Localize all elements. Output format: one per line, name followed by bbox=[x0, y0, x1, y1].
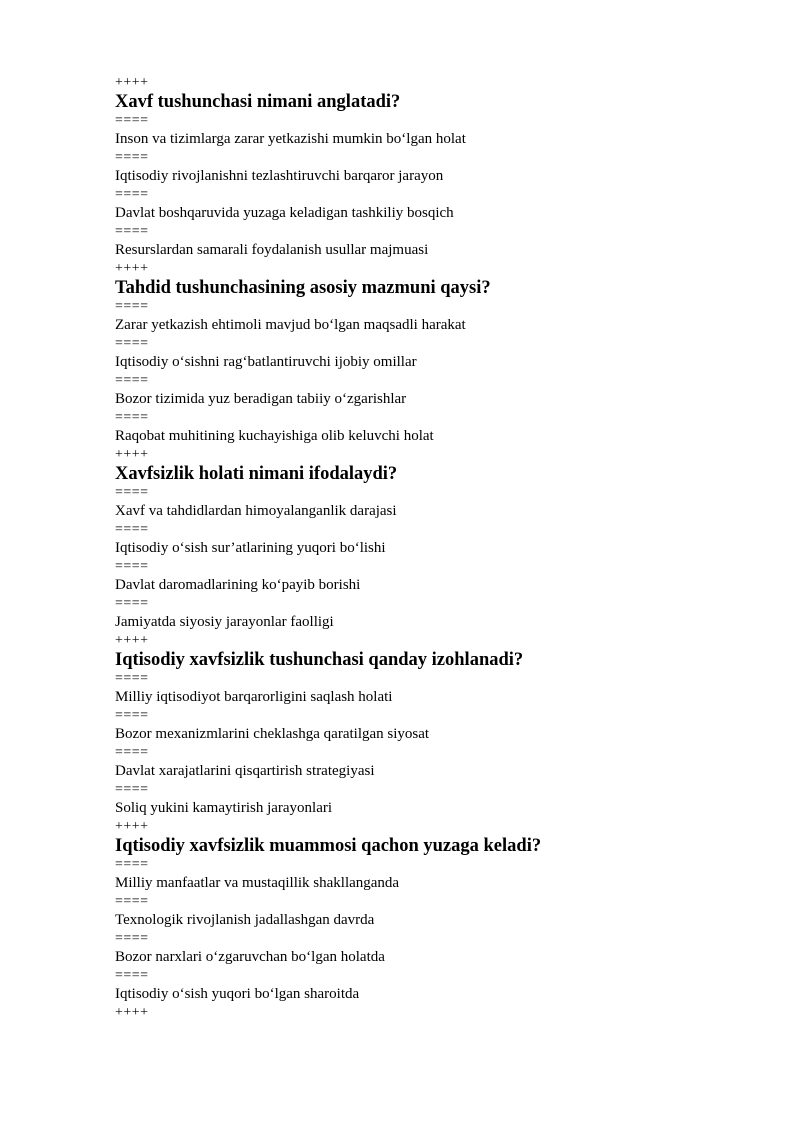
answer-separator: ==== bbox=[115, 485, 149, 500]
answer-separator: ==== bbox=[115, 745, 149, 760]
answer-option: Jamiyatda siyosiy jarayonlar faolligi bbox=[115, 614, 334, 630]
answer-separator: ==== bbox=[115, 113, 149, 128]
question-separator: ++++ bbox=[115, 447, 149, 462]
answer-option: Davlat boshqaruvida yuzaga keladigan tashkiliy bosqich bbox=[115, 205, 454, 221]
answer-separator: ==== bbox=[115, 857, 149, 872]
answer-option: Zarar yetkazish ehtimoli mavjud bo‘lgan maqsadli harakat bbox=[115, 317, 466, 333]
answer-option: Davlat daromadlarining ko‘payib borishi bbox=[115, 577, 361, 593]
answer-separator: ==== bbox=[115, 187, 149, 202]
answer-option: Bozor narxlari o‘zgaruvchan bo‘lgan holatda bbox=[115, 949, 385, 965]
answer-option: Davlat xarajatlarini qisqartirish strategiyasi bbox=[115, 763, 375, 779]
answer-separator: ==== bbox=[115, 150, 149, 165]
question-block bbox=[115, 634, 715, 820]
question-separator: ++++ bbox=[115, 75, 149, 90]
answer-option: Iqtisodiy o‘sish sur’atlarining yuqori bo‘lishi bbox=[115, 540, 386, 556]
answer-option: Raqobat muhitining kuchayishiga olib keluvchi holat bbox=[115, 428, 434, 444]
answer-separator: ==== bbox=[115, 708, 149, 723]
answer-option: Milliy manfaatlar va mustaqillik shakllanganda bbox=[115, 875, 400, 891]
question-separator: ++++ bbox=[115, 633, 149, 648]
question-separator: ++++ bbox=[115, 819, 149, 834]
answer-separator: ==== bbox=[115, 782, 149, 797]
answer-separator: ==== bbox=[115, 336, 149, 351]
answer-separator: ==== bbox=[115, 596, 149, 611]
answer-separator: ==== bbox=[115, 894, 149, 909]
question-block bbox=[115, 262, 715, 448]
answer-option: Iqtisodiy rivojlanishni tezlashtiruvchi barqaror jarayon bbox=[115, 168, 444, 184]
answer-separator: ==== bbox=[115, 968, 149, 983]
answer-option: Texnologik rivojlanish jadallashgan davrda bbox=[115, 912, 375, 928]
question-text: Xavfsizlik holati nimani ifodalaydi? bbox=[115, 464, 398, 484]
answer-option: Soliq yukini kamaytirish jarayonlari bbox=[115, 800, 333, 816]
answer-option: Iqtisodiy o‘sishni rag‘batlantiruvchi ijobiy omillar bbox=[115, 354, 417, 370]
answer-option: Milliy iqtisodiyot barqarorligini saqlash holati bbox=[115, 689, 393, 705]
answer-separator: ==== bbox=[115, 410, 149, 425]
answer-option: Xavf va tahdidlardan himoyalanganlik darajasi bbox=[115, 503, 397, 519]
answer-option: Iqtisodiy o‘sish yuqori bo‘lgan sharoitda bbox=[115, 986, 360, 1002]
answer-separator: ==== bbox=[115, 522, 149, 537]
question-block bbox=[115, 820, 715, 1006]
answer-option: Inson va tizimlarga zarar yetkazishi mumkin bo‘lgan holat bbox=[115, 131, 466, 147]
question-text: Tahdid tushunchasining asosiy mazmuni qaysi? bbox=[115, 278, 491, 298]
question-block bbox=[115, 76, 715, 262]
question-text: Iqtisodiy xavfsizlik tushunchasi qanday izohlanadi? bbox=[115, 650, 524, 670]
document-page bbox=[115, 76, 715, 1020]
answer-separator: ==== bbox=[115, 671, 149, 686]
question-separator: ++++ bbox=[115, 261, 149, 276]
question-text: Iqtisodiy xavfsizlik muammosi qachon yuzaga keladi? bbox=[115, 836, 542, 856]
answer-separator: ==== bbox=[115, 373, 149, 388]
answer-option: Resurslardan samarali foydalanish usullar majmuasi bbox=[115, 242, 429, 258]
question-separator: ++++ bbox=[115, 1005, 149, 1020]
question-block bbox=[115, 448, 715, 634]
answer-option: Bozor mexanizmlarini cheklashga qaratilgan siyosat bbox=[115, 726, 430, 742]
answer-separator: ==== bbox=[115, 224, 149, 239]
answer-separator: ==== bbox=[115, 559, 149, 574]
answer-option: Bozor tizimida yuz beradigan tabiiy o‘zgarishlar bbox=[115, 391, 407, 407]
question-text: Xavf tushunchasi nimani anglatadi? bbox=[115, 92, 401, 112]
answer-separator: ==== bbox=[115, 931, 149, 946]
answer-separator: ==== bbox=[115, 299, 149, 314]
